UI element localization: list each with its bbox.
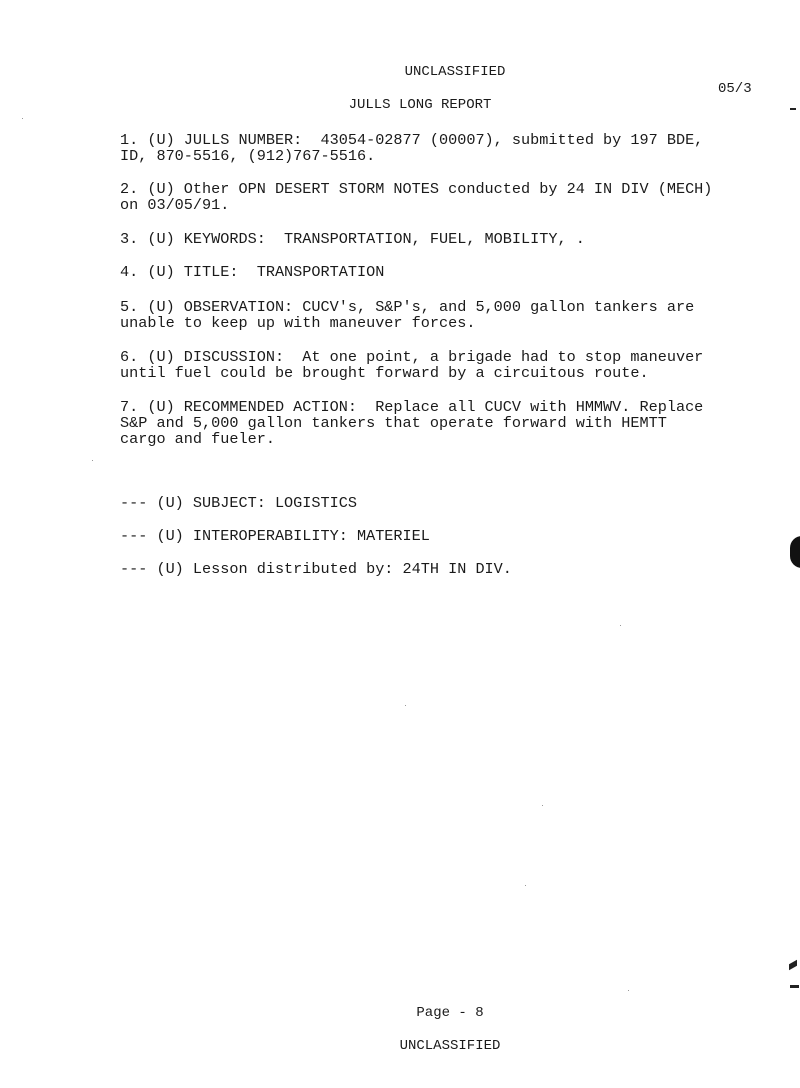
scan-speck — [405, 705, 406, 706]
paragraph-title: 4. (U) TITLE: TRANSPORTATION — [120, 263, 385, 281]
page-number: Page - 8 — [416, 1005, 484, 1021]
paragraph-discussion: 6. (U) DISCUSSION: At one point, a brigade had to stop maneuver until fuel could be brought forward by a circuitous route. — [120, 348, 704, 382]
distribution-line: --- (U) Lesson distributed by: 24TH IN DIV. — [120, 560, 512, 578]
scan-speck — [620, 625, 621, 626]
paragraph-keywords: 3. (U) KEYWORDS: TRANSPORTATION, FUEL, MOBILITY, . — [120, 230, 585, 248]
scan-speck — [525, 885, 526, 886]
scan-tick-mark — [790, 985, 799, 988]
scan-speck — [542, 805, 543, 806]
paragraph-recommended-action: 7. (U) RECOMMENDED ACTION: Replace all CUCV with HMMWV. Replace S&P and 5,000 gallon tankers that operate forward with HEMTT cargo and fueler. — [120, 398, 704, 448]
paragraph-notes: 2. (U) Other OPN DESERT STORM NOTES conducted by 24 IN DIV (MECH) on 03/05/91. — [120, 180, 713, 214]
paragraph-observation: 5. (U) OBSERVATION: CUCV's, S&P's, and 5,000 gallon tankers are unable to keep up with maneuver forces. — [120, 298, 695, 332]
subject-line: --- (U) SUBJECT: LOGISTICS — [120, 494, 357, 512]
footer-classification: UNCLASSIFIED — [399, 1038, 501, 1054]
page-code: 05/3 — [718, 81, 752, 97]
header-classification: UNCLASSIFIED — [404, 64, 506, 80]
paragraph-julls-number: 1. (U) JULLS NUMBER: 43054-02877 (00007), submitted by 197 BDE, ID, 870-5516, (912)767-5516. — [120, 131, 704, 165]
scan-tick-mark — [790, 108, 796, 110]
report-title: JULLS LONG REPORT — [348, 97, 492, 113]
scan-speck — [92, 460, 93, 461]
scan-speck — [628, 990, 629, 991]
interoperability-line: --- (U) INTEROPERABILITY: MATERIEL — [120, 527, 430, 545]
scan-speck — [22, 118, 23, 119]
scan-edge-mark — [790, 536, 800, 568]
scan-tick-mark — [789, 960, 797, 971]
